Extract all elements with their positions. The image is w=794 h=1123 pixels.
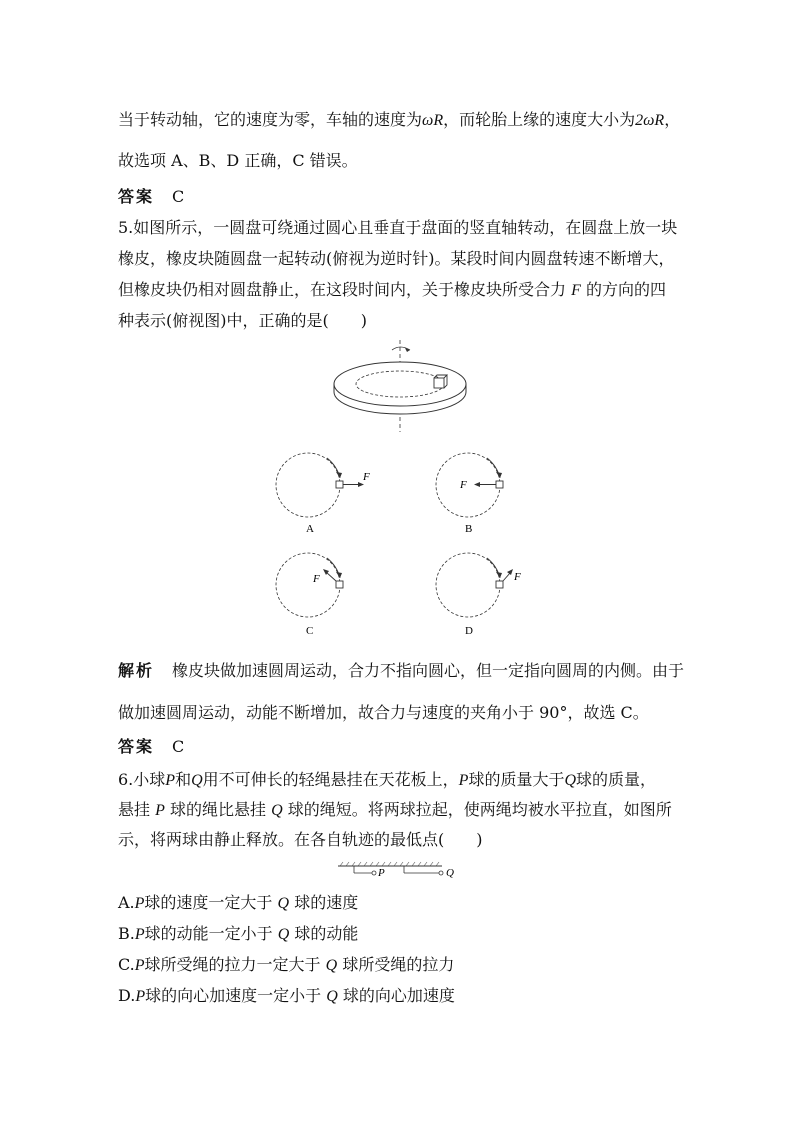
disk-figure: [330, 340, 470, 435]
pendulum-figure: [336, 862, 466, 882]
answer-2: 答案 C: [118, 737, 185, 756]
analysis-line-2: 做加速圆周运动，动能不断增加，故合力与速度的夹角小于 90°，故选 C。: [118, 703, 649, 722]
force-label-d: F: [514, 571, 521, 583]
q6-line-2: 悬挂 P 球的绳比悬挂 Q 球的绳短。将两球拉起，使两绳均被水平拉直，如图所: [118, 800, 672, 819]
label-q: Q: [446, 867, 454, 879]
analysis-line-1: 解析 橡皮块做加速圆周运动，合力不指向圆心，但一定指向圆周的内侧。由于: [118, 661, 685, 680]
q5-line-1: 5.如图所示，一圆盘可绕通过圆心且垂直于盘面的竖直轴转动，在圆盘上放一块: [118, 218, 678, 237]
label-p: P: [378, 867, 385, 879]
text-line-2: 故选项 A、B、D 正确，C 错误。: [118, 151, 358, 170]
label-d: D: [465, 625, 473, 637]
figure-option-d: [422, 548, 542, 638]
force-label-b: F: [460, 479, 467, 491]
option-a: A.P球的速度一定大于 Q 球的速度: [118, 893, 359, 912]
text-line-1: 当于转动轴，它的速度为零，车轴的速度为ωR，而轮胎上缘的速度大小为2ωR，: [118, 110, 681, 129]
option-b: B.P球的动能一定小于 Q 球的动能: [118, 924, 359, 943]
figure-option-c: [262, 548, 382, 638]
figure-option-b: [422, 448, 542, 538]
q5-line-3: 但橡皮块仍相对圆盘静止，在这段时间内，关于橡皮块所受合力 F 的方向的四: [118, 280, 666, 299]
option-c: C.P球所受绳的拉力一定大于 Q 球所受绳的拉力: [118, 955, 455, 974]
force-label-a: F: [363, 471, 370, 483]
option-d: D.P球的向心加速度一定小于 Q 球的向心加速度: [118, 986, 455, 1005]
q6-line-3: 示，将两球由静止释放。在各自轨迹的最低点( ): [118, 830, 483, 849]
q5-line-2: 橡皮，橡皮块随圆盘一起转动(俯视为逆时针)。某段时间内圆盘转速不断增大，: [118, 249, 675, 268]
figure-option-a: [262, 448, 382, 538]
label-c: C: [306, 625, 314, 637]
force-label-c: F: [313, 573, 320, 585]
label-b: B: [465, 523, 473, 535]
label-a: A: [306, 523, 314, 535]
q6-line-1: 6.小球P和Q用不可伸长的轻绳悬挂在天花板上，P球的质量大于Q球的质量，: [118, 770, 657, 789]
answer-1: 答案 C: [118, 187, 185, 206]
q5-line-4: 种表示(俯视图)中，正确的是( ): [118, 311, 367, 330]
